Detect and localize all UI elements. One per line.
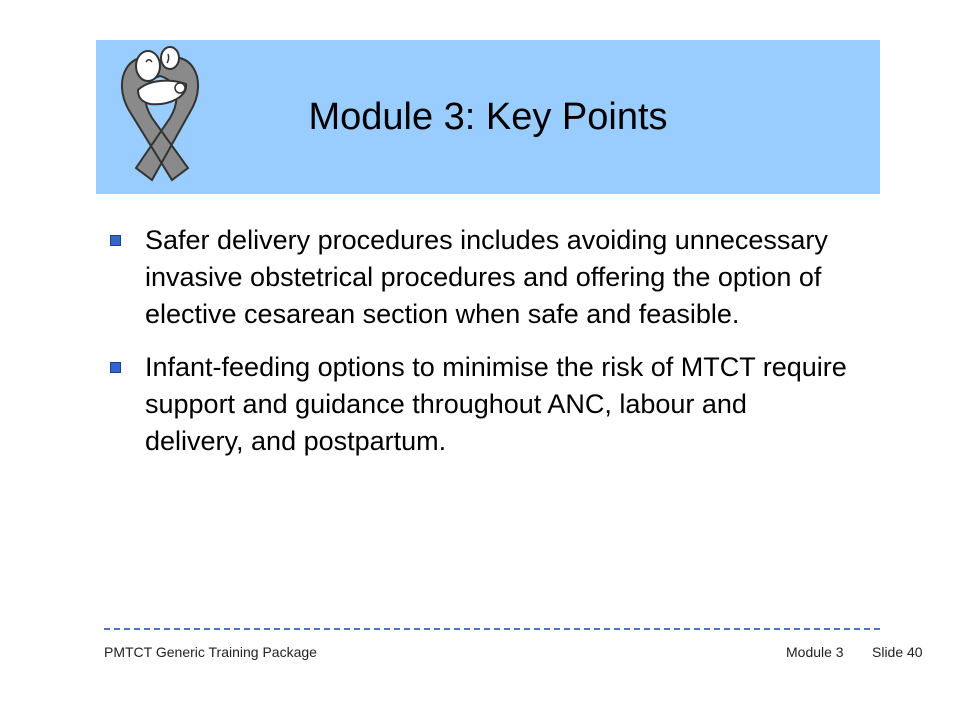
footer-slide-number: Slide 40 <box>872 644 923 660</box>
footer-divider <box>104 628 880 630</box>
square-bullet-icon <box>110 362 121 373</box>
awareness-ribbon-icon <box>100 40 220 190</box>
bullet-text: Safer delivery procedures includes avoiding unnecessary invasive obstetrical procedures and offering the option of elective cesarean section when safe and feasible. <box>145 225 828 329</box>
bullet-text: Infant-feeding options to minimise the risk of MTCT require support and guidance throughout ANC, labour and delivery, and postpartum. <box>145 352 847 456</box>
bullet-list <box>110 222 850 476</box>
bullet-item <box>110 222 850 333</box>
footer-package-name: PMTCT Generic Training Package <box>104 644 317 660</box>
footer-module-label: Module 3 <box>786 644 844 660</box>
slide-title: Module 3: Key Points <box>308 96 668 138</box>
square-bullet-icon <box>110 235 121 246</box>
bullet-item <box>110 349 850 460</box>
